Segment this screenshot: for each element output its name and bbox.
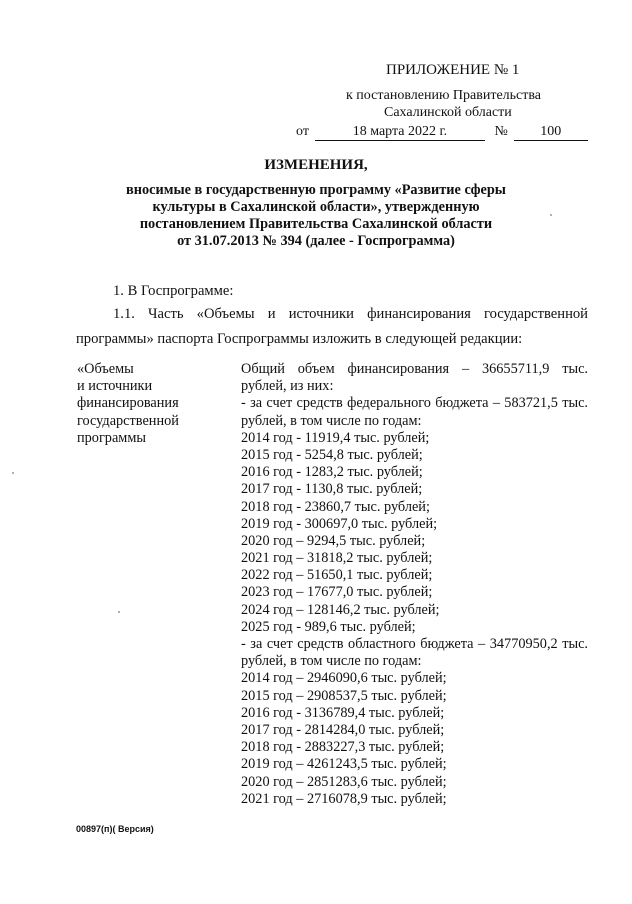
item-1: 1. В Госпрограмме: <box>113 283 234 299</box>
financing-label-line: «Объемы <box>77 361 134 377</box>
decree-date: 18 марта 2022 г. <box>315 124 485 141</box>
regional-year-line: 2017 год - 2814284,0 тыс. рублей; <box>241 721 445 738</box>
financing-label-line: программы <box>77 429 147 446</box>
financing-label-line: и источники <box>77 378 153 395</box>
appendix-region-line: Сахалинской области <box>384 105 512 120</box>
federal-year-line: 2019 год - 300697,0 тыс. рублей; <box>241 515 438 532</box>
federal-year-line: 2021 год – 31818,2 тыс. рублей; <box>241 550 433 567</box>
financing-details-column <box>241 361 588 808</box>
decree-date-row <box>296 124 588 141</box>
federal-year-line: 2020 год – 9294,5 тыс. рублей; <box>241 532 426 549</box>
regional-year-line: 2014 год – 2946090,6 тыс. рублей; <box>241 670 447 687</box>
regional-year-line: 2019 год – 4261243,5 тыс. рублей; <box>241 756 447 773</box>
item-1-1-line-2: программы» паспорта Госпрограммы изложить в следующей редакции: <box>76 331 523 347</box>
financing-label-column <box>77 361 179 447</box>
regional-year-line: 2018 год - 2883227,3 тыс. рублей; <box>241 739 445 756</box>
financing-line: рублей, из них: <box>241 378 334 395</box>
financing-line: рублей, в том числе по годам: <box>241 412 422 429</box>
federal-year-line: 2016 год - 1283,2 тыс. рублей; <box>241 464 423 481</box>
federal-year-line: 2014 год - 11919,4 тыс. рублей; <box>241 429 430 446</box>
regional-year-line: 2015 год – 2908537,5 тыс. рублей; <box>241 687 447 704</box>
federal-year-line: 2023 год – 17677,0 тыс. рублей; <box>241 584 433 601</box>
regional-year-line: 2020 год – 2851283,6 тыс. рублей; <box>241 773 447 790</box>
financing-label-line: финансирования <box>77 395 179 412</box>
scan-speck <box>12 472 14 474</box>
heading-line-4: от 31.07.2013 № 394 (далее - Госпрограмма) <box>177 233 455 249</box>
from-label: от <box>296 124 309 139</box>
federal-year-line: 2015 год - 5254,8 тыс. рублей; <box>241 446 423 463</box>
scan-speck <box>550 214 552 216</box>
regional-budget-line: - за счет средств областного бюджета – 34770950,2 тыс. <box>241 636 588 652</box>
appendix-title: ПРИЛОЖЕНИЕ № 1 <box>386 62 520 78</box>
heading-line-3: постановлением Правительства Сахалинской области <box>139 216 493 232</box>
heading-line-2: культуры в Сахалинской области», утвержденную <box>152 199 480 215</box>
regional-year-line: 2021 год – 2716078,9 тыс. рублей; <box>241 790 447 807</box>
federal-year-line: 2022 год – 51650,1 тыс. рублей; <box>241 567 433 584</box>
federal-year-line: 2025 год - 989,6 тыс. рублей; <box>241 618 416 635</box>
federal-year-line: 2024 год – 128146,2 тыс. рублей; <box>241 601 440 618</box>
financing-label-line: государственной <box>77 412 179 429</box>
number-label: № <box>494 124 508 139</box>
federal-year-line: 2018 год - 23860,7 тыс. рублей; <box>241 498 430 515</box>
heading-line-1: вносимые в государственную программу «Развитие сферы <box>126 182 506 198</box>
document-code: 00897(п)( Версия) <box>76 824 154 834</box>
regional-year-line: 2016 год - 3136789,4 тыс. рублей; <box>241 704 445 721</box>
scan-speck <box>118 611 120 613</box>
federal-budget-line: - за счет средств федерального бюджета – 583721,5 тыс. <box>241 395 588 412</box>
total-financing-line: Общий объем финансирования – 36655711,9 тыс. <box>241 361 588 377</box>
financing-line: рублей, в том числе по годам: <box>241 653 422 670</box>
document-title: ИЗМЕНЕНИЯ, <box>264 157 368 173</box>
decree-number: 100 <box>514 124 588 141</box>
appendix-decree-line: к постановлению Правительства <box>346 88 542 103</box>
federal-year-line: 2017 год - 1130,8 тыс. рублей; <box>241 481 423 498</box>
item-1-1-line-1: 1.1. Часть «Объемы и источники финансирования государственной <box>113 306 588 322</box>
